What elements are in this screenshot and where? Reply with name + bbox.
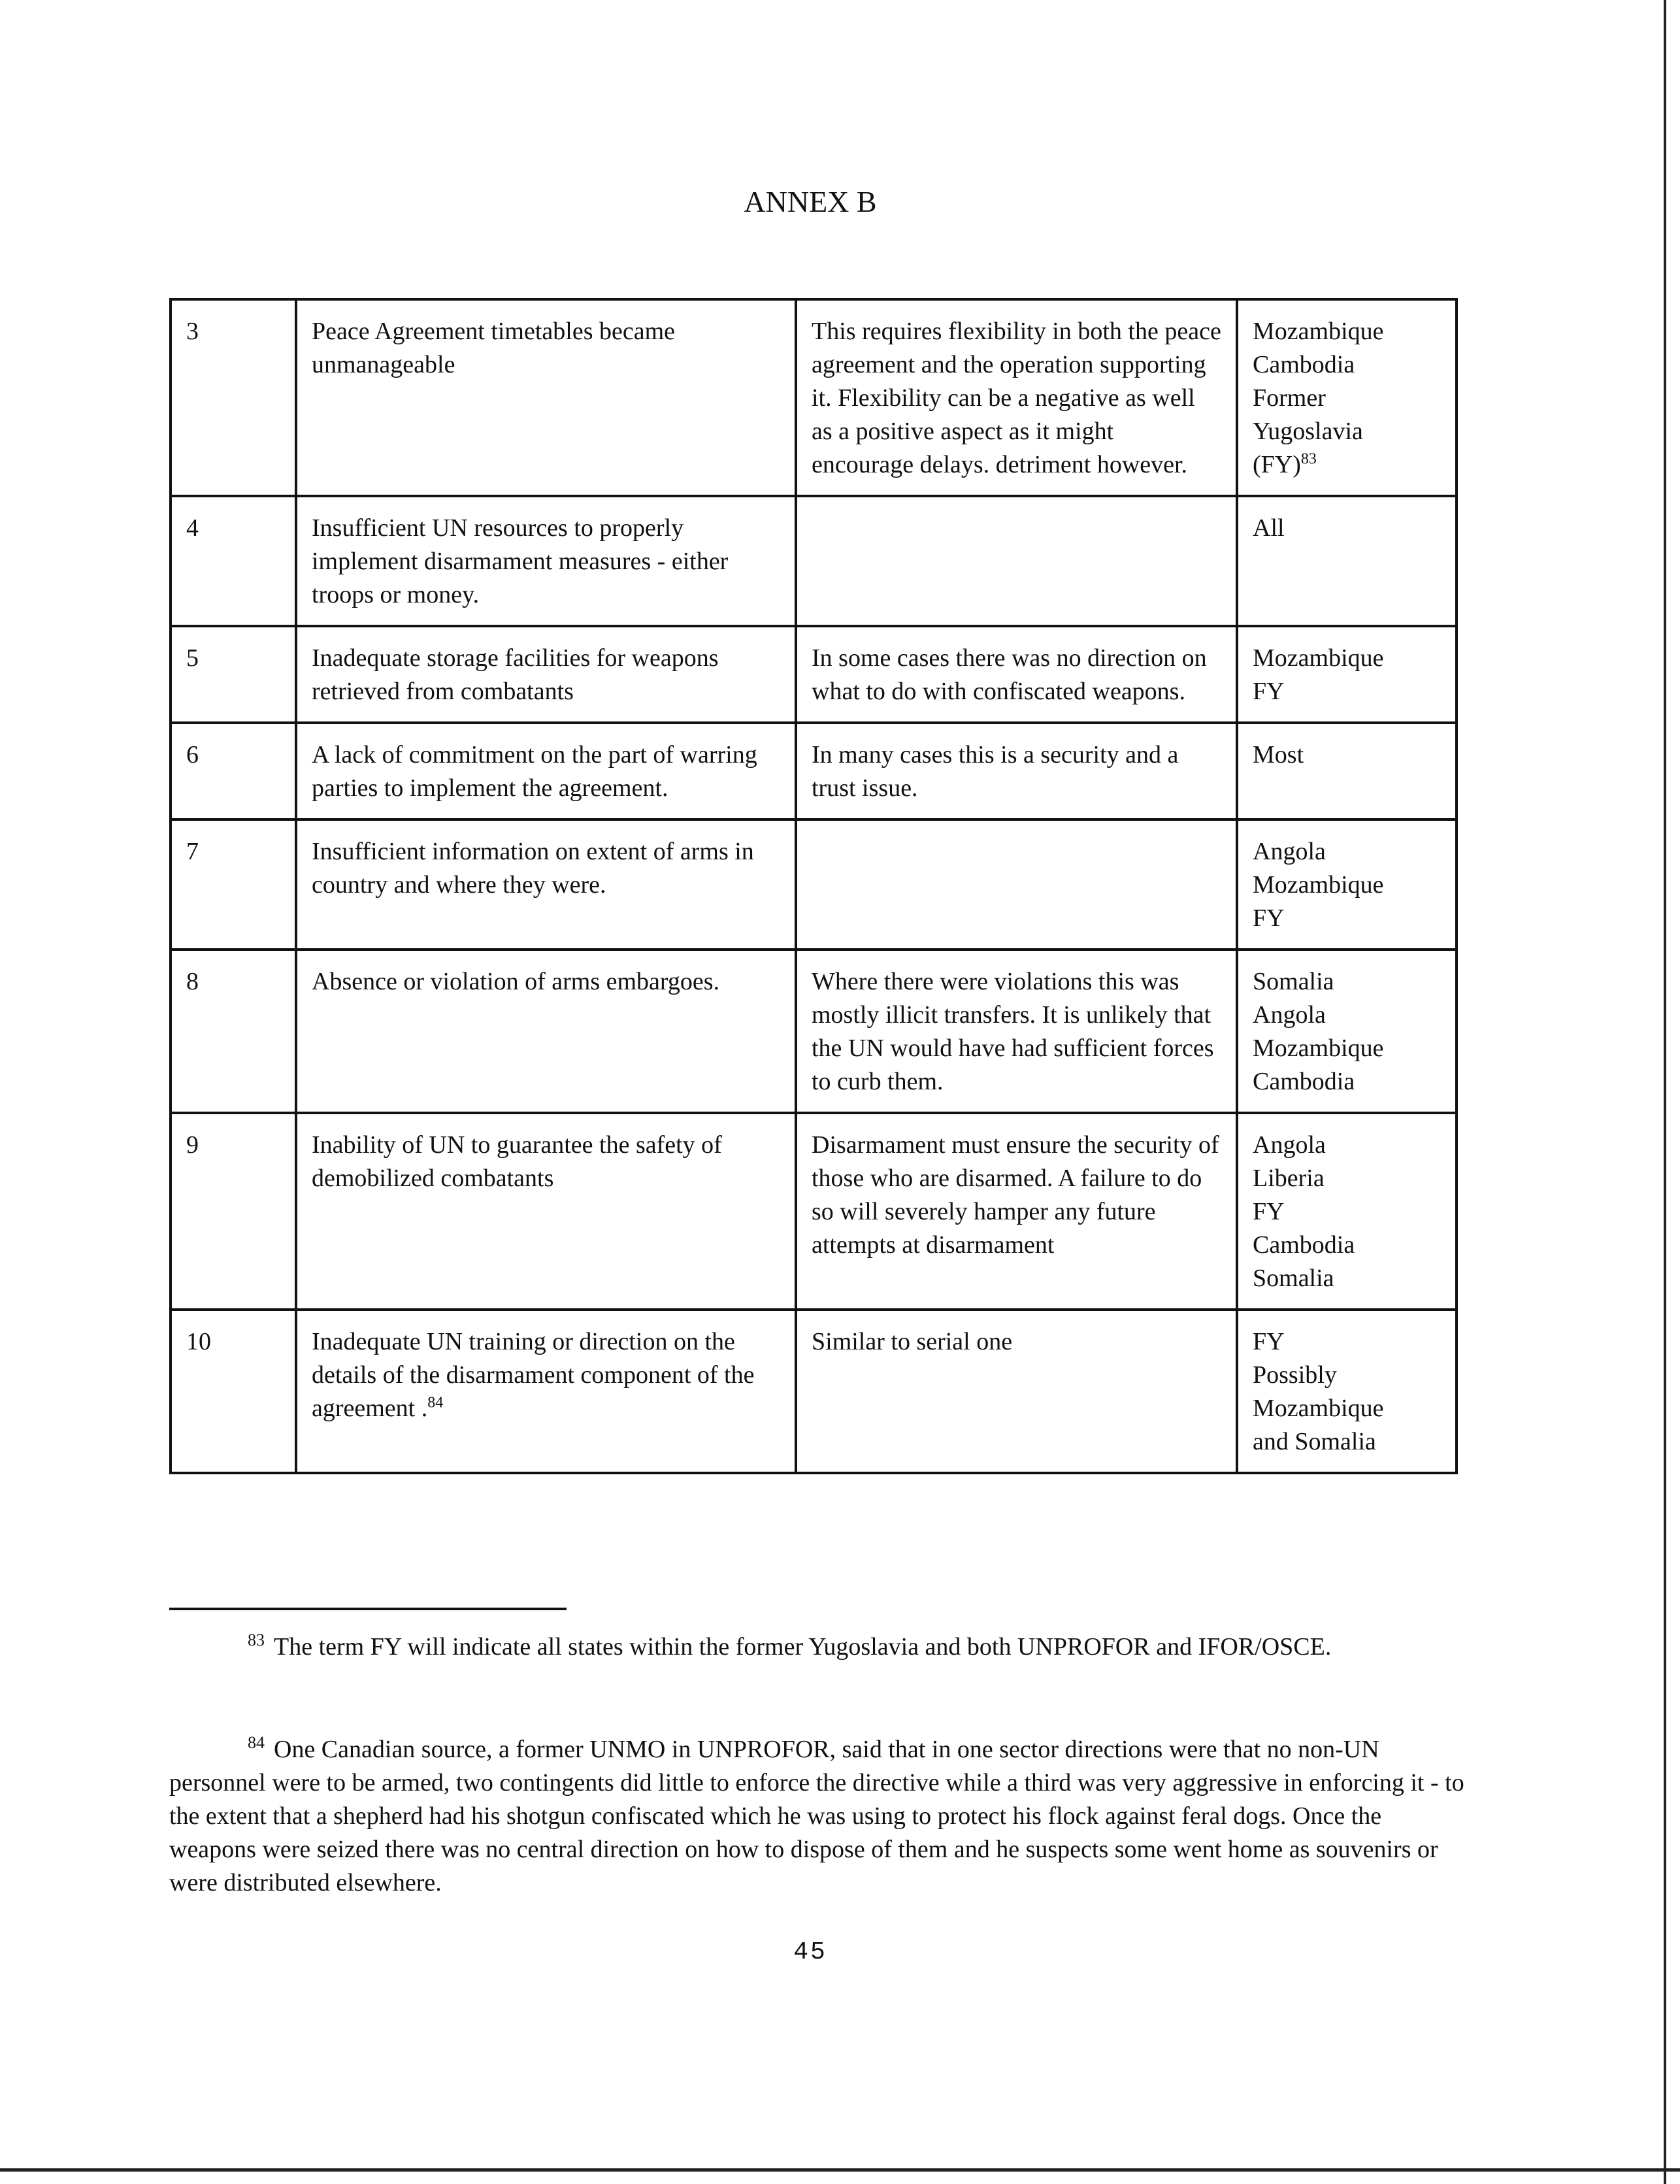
comment-cell: [796, 819, 1237, 950]
mission-name: Somalia: [1253, 1265, 1334, 1292]
comment-cell: In many cases this is a security and a trust issue.: [796, 723, 1237, 819]
table-row: [171, 299, 1457, 496]
mission-name: Most: [1253, 741, 1304, 769]
mission-name: Possibly: [1253, 1361, 1337, 1389]
mission-name: Mozambique: [1253, 644, 1384, 672]
serial-cell: 3: [171, 299, 296, 496]
table-row: [171, 1310, 1457, 1473]
mission-name: Yugoslavia: [1253, 418, 1363, 445]
comment-cell: Disarmament must ensure the security of those who are disarmed. A failure to do so will severely hamper any future attempts at disarmament: [796, 1113, 1237, 1310]
issue-cell: [296, 1310, 796, 1473]
serial-cell: 6: [171, 723, 296, 819]
serial-cell: 4: [171, 496, 296, 626]
table-row: [171, 626, 1457, 723]
footnote-84: [169, 1733, 1470, 1900]
mission-name: Cambodia: [1253, 1068, 1355, 1095]
footnote-number: 84: [248, 1733, 265, 1753]
mission-name: (FY): [1253, 451, 1301, 478]
lessons-table: [169, 298, 1458, 1474]
missions-cell: [1237, 723, 1457, 819]
mission-name: Angola: [1253, 1131, 1326, 1159]
footnote-number: 83: [248, 1630, 265, 1650]
table-row: [171, 819, 1457, 950]
footnote-separator: [169, 1608, 567, 1610]
issue-cell: Inability of UN to guarantee the safety of demobilized combatants: [296, 1113, 796, 1310]
mission-name: and Somalia: [1253, 1428, 1376, 1455]
footnote-ref: 83: [1300, 450, 1317, 468]
issue-cell: Peace Agreement timetables became unmanageable: [296, 299, 796, 496]
footnote-text: The term FY will indicate all states within the former Yugoslavia and both UNPROFOR and IFOR/OSCE.: [274, 1633, 1332, 1661]
issue-cell: Inadequate storage facilities for weapons retrieved from combatants: [296, 626, 796, 723]
serial-cell: 8: [171, 950, 296, 1113]
issue-cell: Insufficient UN resources to properly implement disarmament measures - either troops or money.: [296, 496, 796, 626]
mission-name: FY: [1253, 904, 1285, 932]
mission-name: Cambodia: [1253, 1231, 1355, 1259]
footnote-83: [169, 1630, 1470, 1664]
mission-name: Angola: [1253, 838, 1326, 865]
comment-cell: This requires flexibility in both the peace agreement and the operation supporting it. Flexibility can be a negative as well as a positive aspect as it might encourage delays. detriment however.: [796, 299, 1237, 496]
table-row: [171, 496, 1457, 626]
serial-cell: 5: [171, 626, 296, 723]
mission-name: Mozambique: [1253, 1395, 1384, 1422]
mission-name: Angola: [1253, 1001, 1326, 1029]
serial-cell: 7: [171, 819, 296, 950]
mission-name: Mozambique: [1253, 1034, 1384, 1062]
serial-cell: 9: [171, 1113, 296, 1310]
table-row: [171, 723, 1457, 819]
page-edge-bottom: [0, 2168, 1680, 2172]
mission-name: Cambodia: [1253, 351, 1355, 378]
comment-cell: [796, 496, 1237, 626]
table-row: [171, 950, 1457, 1113]
issue-cell: Absence or violation of arms embargoes.: [296, 950, 796, 1113]
missions-cell: [1237, 496, 1457, 626]
page-edge-right: [1664, 0, 1666, 2184]
page-number: 45: [793, 1938, 827, 1966]
annex-title: ANNEX B: [744, 185, 877, 218]
missions-cell: [1237, 819, 1457, 950]
mission-name: Former: [1253, 384, 1326, 412]
footnote-ref: 84: [427, 1394, 444, 1412]
mission-name: All: [1253, 514, 1285, 542]
missions-cell: [1237, 626, 1457, 723]
missions-cell: [1237, 1113, 1457, 1310]
issue-cell: Insufficient information on extent of arms in country and where they were.: [296, 819, 796, 950]
issue-text: Inadequate UN training or direction on the details of the disarmament component of the agreement .: [312, 1328, 755, 1422]
footnote-text: One Canadian source, a former UNMO in UNPROFOR, said that in one sector directions were that no non-UN personnel were to be armed, two contingents did little to enforce the directive while a third was very aggressive in enforcing it - to the extent that a shepherd had his shotgun confiscated which he was using to protect his flock against feral dogs. Once the weapons were seized there was no central direction on how to dispose of them and he suspects some went home as souvenirs or were distributed elsewhere.: [169, 1736, 1464, 1896]
missions-cell: [1237, 299, 1457, 496]
issue-cell: A lack of commitment on the part of warring parties to implement the agreement.: [296, 723, 796, 819]
mission-name: FY: [1253, 1328, 1285, 1355]
serial-cell: 10: [171, 1310, 296, 1473]
comment-cell: In some cases there was no direction on what to do with confiscated weapons.: [796, 626, 1237, 723]
mission-name: FY: [1253, 1198, 1285, 1225]
mission-name: Somalia: [1253, 968, 1334, 995]
table-row: [171, 1113, 1457, 1310]
mission-name: FY: [1253, 678, 1285, 705]
mission-name: Mozambique: [1253, 318, 1384, 345]
mission-name: Liberia: [1253, 1165, 1325, 1192]
comment-cell: Where there were violations this was mostly illicit transfers. It is unlikely that the UN would have had sufficient forces to curb them.: [796, 950, 1237, 1113]
mission-name: Mozambique: [1253, 871, 1384, 899]
missions-cell: [1237, 950, 1457, 1113]
missions-cell: [1237, 1310, 1457, 1473]
comment-cell: Similar to serial one: [796, 1310, 1237, 1473]
